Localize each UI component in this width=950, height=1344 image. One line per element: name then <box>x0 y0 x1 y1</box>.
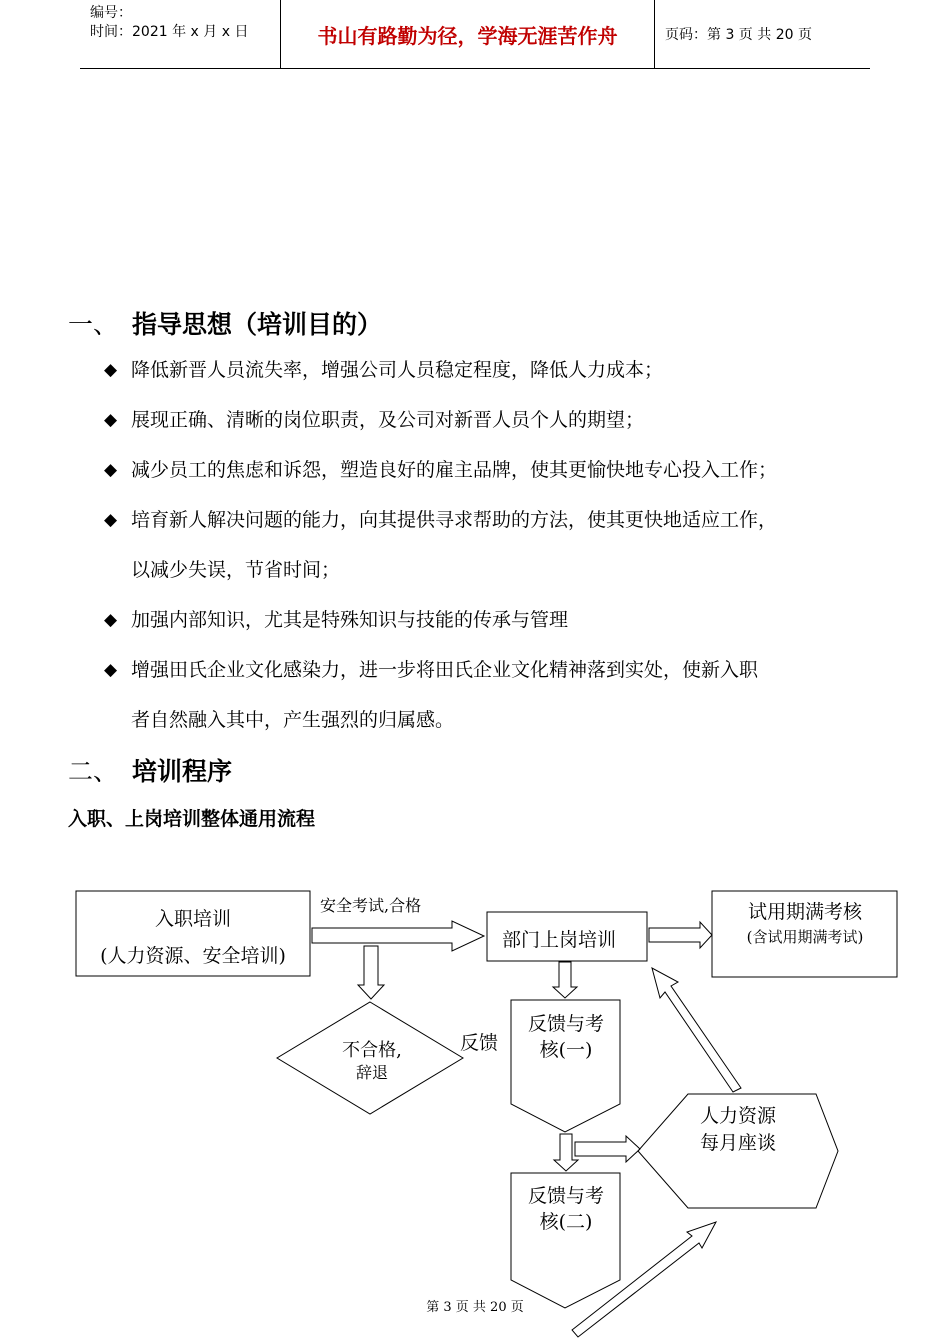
bullet-item: ◆ 降低新晋人员流失率，增强公司人员稳定程度，降低人力成本； <box>104 345 904 395</box>
diamond-bullet-icon: ◆ <box>104 510 118 530</box>
bullet-continuation: 者自然融入其中，产生强烈的归属感。 <box>131 709 455 731</box>
probation-subtitle: (含试用期满考试) <box>746 928 864 946</box>
arrow-feedback2-to-hexagon <box>572 1222 716 1337</box>
arrow-down-to-feedback2 <box>554 1134 578 1171</box>
bullet-item: ◆ 减少员工的焦虑和诉怨，塑造良好的雇主品牌，使其更愉快地专心投入工作； <box>104 445 904 495</box>
header-motto: 书山有路勤为径，学海无涯苦作舟 <box>280 0 655 68</box>
onboarding-title: 入职培训 <box>154 908 232 930</box>
feedback1-title: 反馈与考 <box>527 1013 605 1035</box>
probation-title: 试用期满考核 <box>747 901 863 923</box>
dept-training-label: 部门上岗培训 <box>501 929 617 951</box>
diamond-bullet-icon: ◆ <box>104 460 118 480</box>
bullet-item: ◆ 培育新人解决问题的能力，向其提供寻求帮助的方法，使其更快地适应工作， <box>104 495 904 545</box>
bullet-continuation: 以减少失误，节省时间； <box>131 559 341 581</box>
section2-title: 培训程序 <box>132 757 233 786</box>
reject-label: 不合格, <box>342 1040 402 1061</box>
arrow-hexagon-to-box2 <box>652 968 741 1092</box>
diamond-bullet-icon: ◆ <box>104 410 118 430</box>
header-time: 时间：2021 年 x 月 x 日 <box>90 24 249 40</box>
section1-title: 指导思想（培训目的） <box>132 310 383 339</box>
hr-meeting-subtitle: 每月座谈 <box>699 1132 777 1154</box>
arrow-to-hexagon <box>575 1136 640 1162</box>
header-page-info: 页码：第 3 页 共 20 页 <box>665 27 812 43</box>
pass-exam-label: 安全考试,合格 <box>320 896 422 915</box>
onboarding-subtitle: (人力资源、安全培训) <box>100 945 286 967</box>
arrow-box1-to-box2 <box>312 921 484 951</box>
feedback1-subtitle: 核(一) <box>539 1039 593 1061</box>
reject-sublabel: 辞退 <box>355 1063 389 1082</box>
page-footer: 第 3 页 共 20 页 <box>426 1300 524 1315</box>
arrow-box2-to-box3 <box>649 922 712 948</box>
section1-number: 一、 <box>68 310 119 339</box>
feedback-label: 反馈 <box>460 1032 499 1054</box>
bullet-item: ◆ 增强田氏企业文化感染力，进一步将田氏企业文化精神落到实处，使新入职 <box>104 645 904 695</box>
diamond-bullet-icon: ◆ <box>104 360 118 380</box>
bullet-item: ◆ 展现正确、清晰的岗位职责，及公司对新晋人员个人的期望； <box>104 395 904 445</box>
arrow-down-to-feedback1 <box>553 962 577 998</box>
header-code: 编号： <box>90 5 132 21</box>
flow-subtitle: 入职、上岗培训整体通用流程 <box>68 808 316 830</box>
diamond-bullet-icon: ◆ <box>104 610 118 630</box>
feedback2-subtitle: 核(二) <box>539 1211 593 1233</box>
feedback2-title: 反馈与考 <box>527 1185 605 1207</box>
hr-meeting-title: 人力资源 <box>699 1105 777 1127</box>
arrow-down-to-diamond <box>358 946 384 999</box>
section2-number: 二、 <box>68 757 119 786</box>
diamond-bullet-icon: ◆ <box>104 660 118 680</box>
bullet-item: ◆ 加强内部知识，尤其是特殊知识与技能的传承与管理 <box>104 595 904 645</box>
